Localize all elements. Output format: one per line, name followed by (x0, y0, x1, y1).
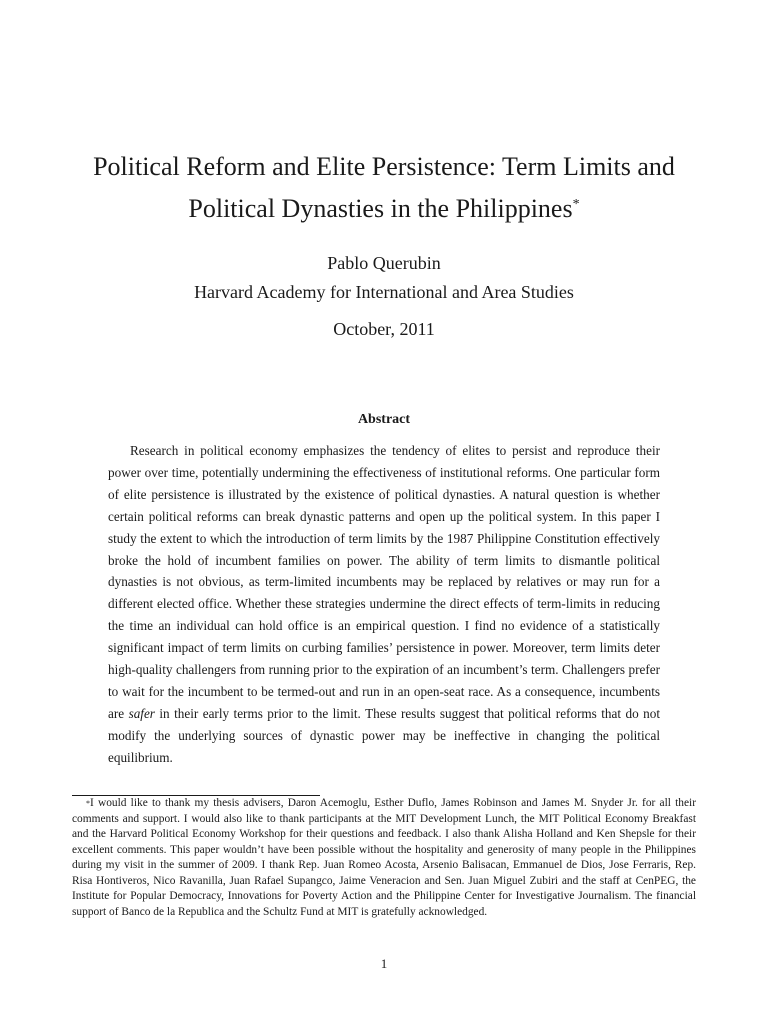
author-name: Pablo Querubin (327, 253, 441, 273)
abstract-text-part-2: in their early terms prior to the limit. These results suggest that political reforms that do not modify the underlying sources of dynastic power may be ineffective in changing the political equilibrium. (108, 705, 660, 765)
abstract-body (108, 440, 660, 769)
title-footnote-mark[interactable]: * (572, 197, 580, 212)
paper-title (60, 146, 708, 230)
title-line-1: Political Reform and Elite Persistence: Term Limits and (93, 152, 675, 181)
abstract-text-part-1: Research in political economy emphasizes the tendency of elites to persist and reproduce their power over time, potentially undermining the effectiveness of institutional reforms. One particular form of elite persistence is illustrated by the existence of political dynasties. A natural question is whether certain political reforms can break dynastic patterns and open up the political system. In this paper I study the extent to which the introduction of term limits by the 1987 Philippine Constitution effectively broke the hold of incumbent families on power. The ability of term limits to dismantle political dynasties is not obvious, as term-limited incumbents may be replaced by relatives or may run for a different elected office. Whether these strategies undermine the direct effects of term-limits in reducing the time an individual can hold office is an empirical question. I find no evidence of a statistically significant impact of term limits on curbing families’ persistence in power. Moreover, term limits deter high-quality challengers from running prior to the expiration of an incumbent’s term. Challengers prefer to wait for the incumbent to be termed-out and run in an open-seat race. As a consequence, incumbents are (108, 443, 660, 721)
publication-date: October, 2011 (333, 319, 435, 339)
author-affiliation: Harvard Academy for International and Area Studies (194, 282, 574, 302)
abstract-emphasis: safer (128, 705, 155, 721)
title-line-2: Political Dynasties in the Philippines (188, 194, 573, 223)
abstract-heading: Abstract (357, 412, 411, 427)
footnote-mark: * (86, 799, 90, 808)
footnote-text: I would like to thank my thesis advisers, Daron Acemoglu, Esther Duflo, James Robinson and James M. Snyder Jr. for all their comments and support. I would also like to thank participants at the MIT Development Lunch, the MIT Political Economy Breakfast and the Harvard Political Economy Workshop for their questions and feedback. I also thank Alisha Holland and Ken Shepsle for their excellent comments. This paper wouldn’t have been possible without the hospitality and generosity of many people in the Philippines during my visit in the summer of 2009. I thank Rep. Juan Romeo Acosta, Arsenio Balisacan, Emmanuel de Dios, Jose Ferraris, Rep. Risa Hontiveros, Nico Ravanilla, Juan Rafael Supangco, Jaime Veneracion and Sen. Juan Miguel Zubiri and the staff at CenPEG, the Institute for Popular Democracy, Innovations for Poverty Action and the Philippine Center for Investigative Journalism. The financial support of Banco de la Republica and the Schultz Fund at MIT is gratefully acknowledged. (72, 797, 696, 918)
page-number: 1 (380, 956, 388, 971)
footnote (72, 796, 696, 920)
